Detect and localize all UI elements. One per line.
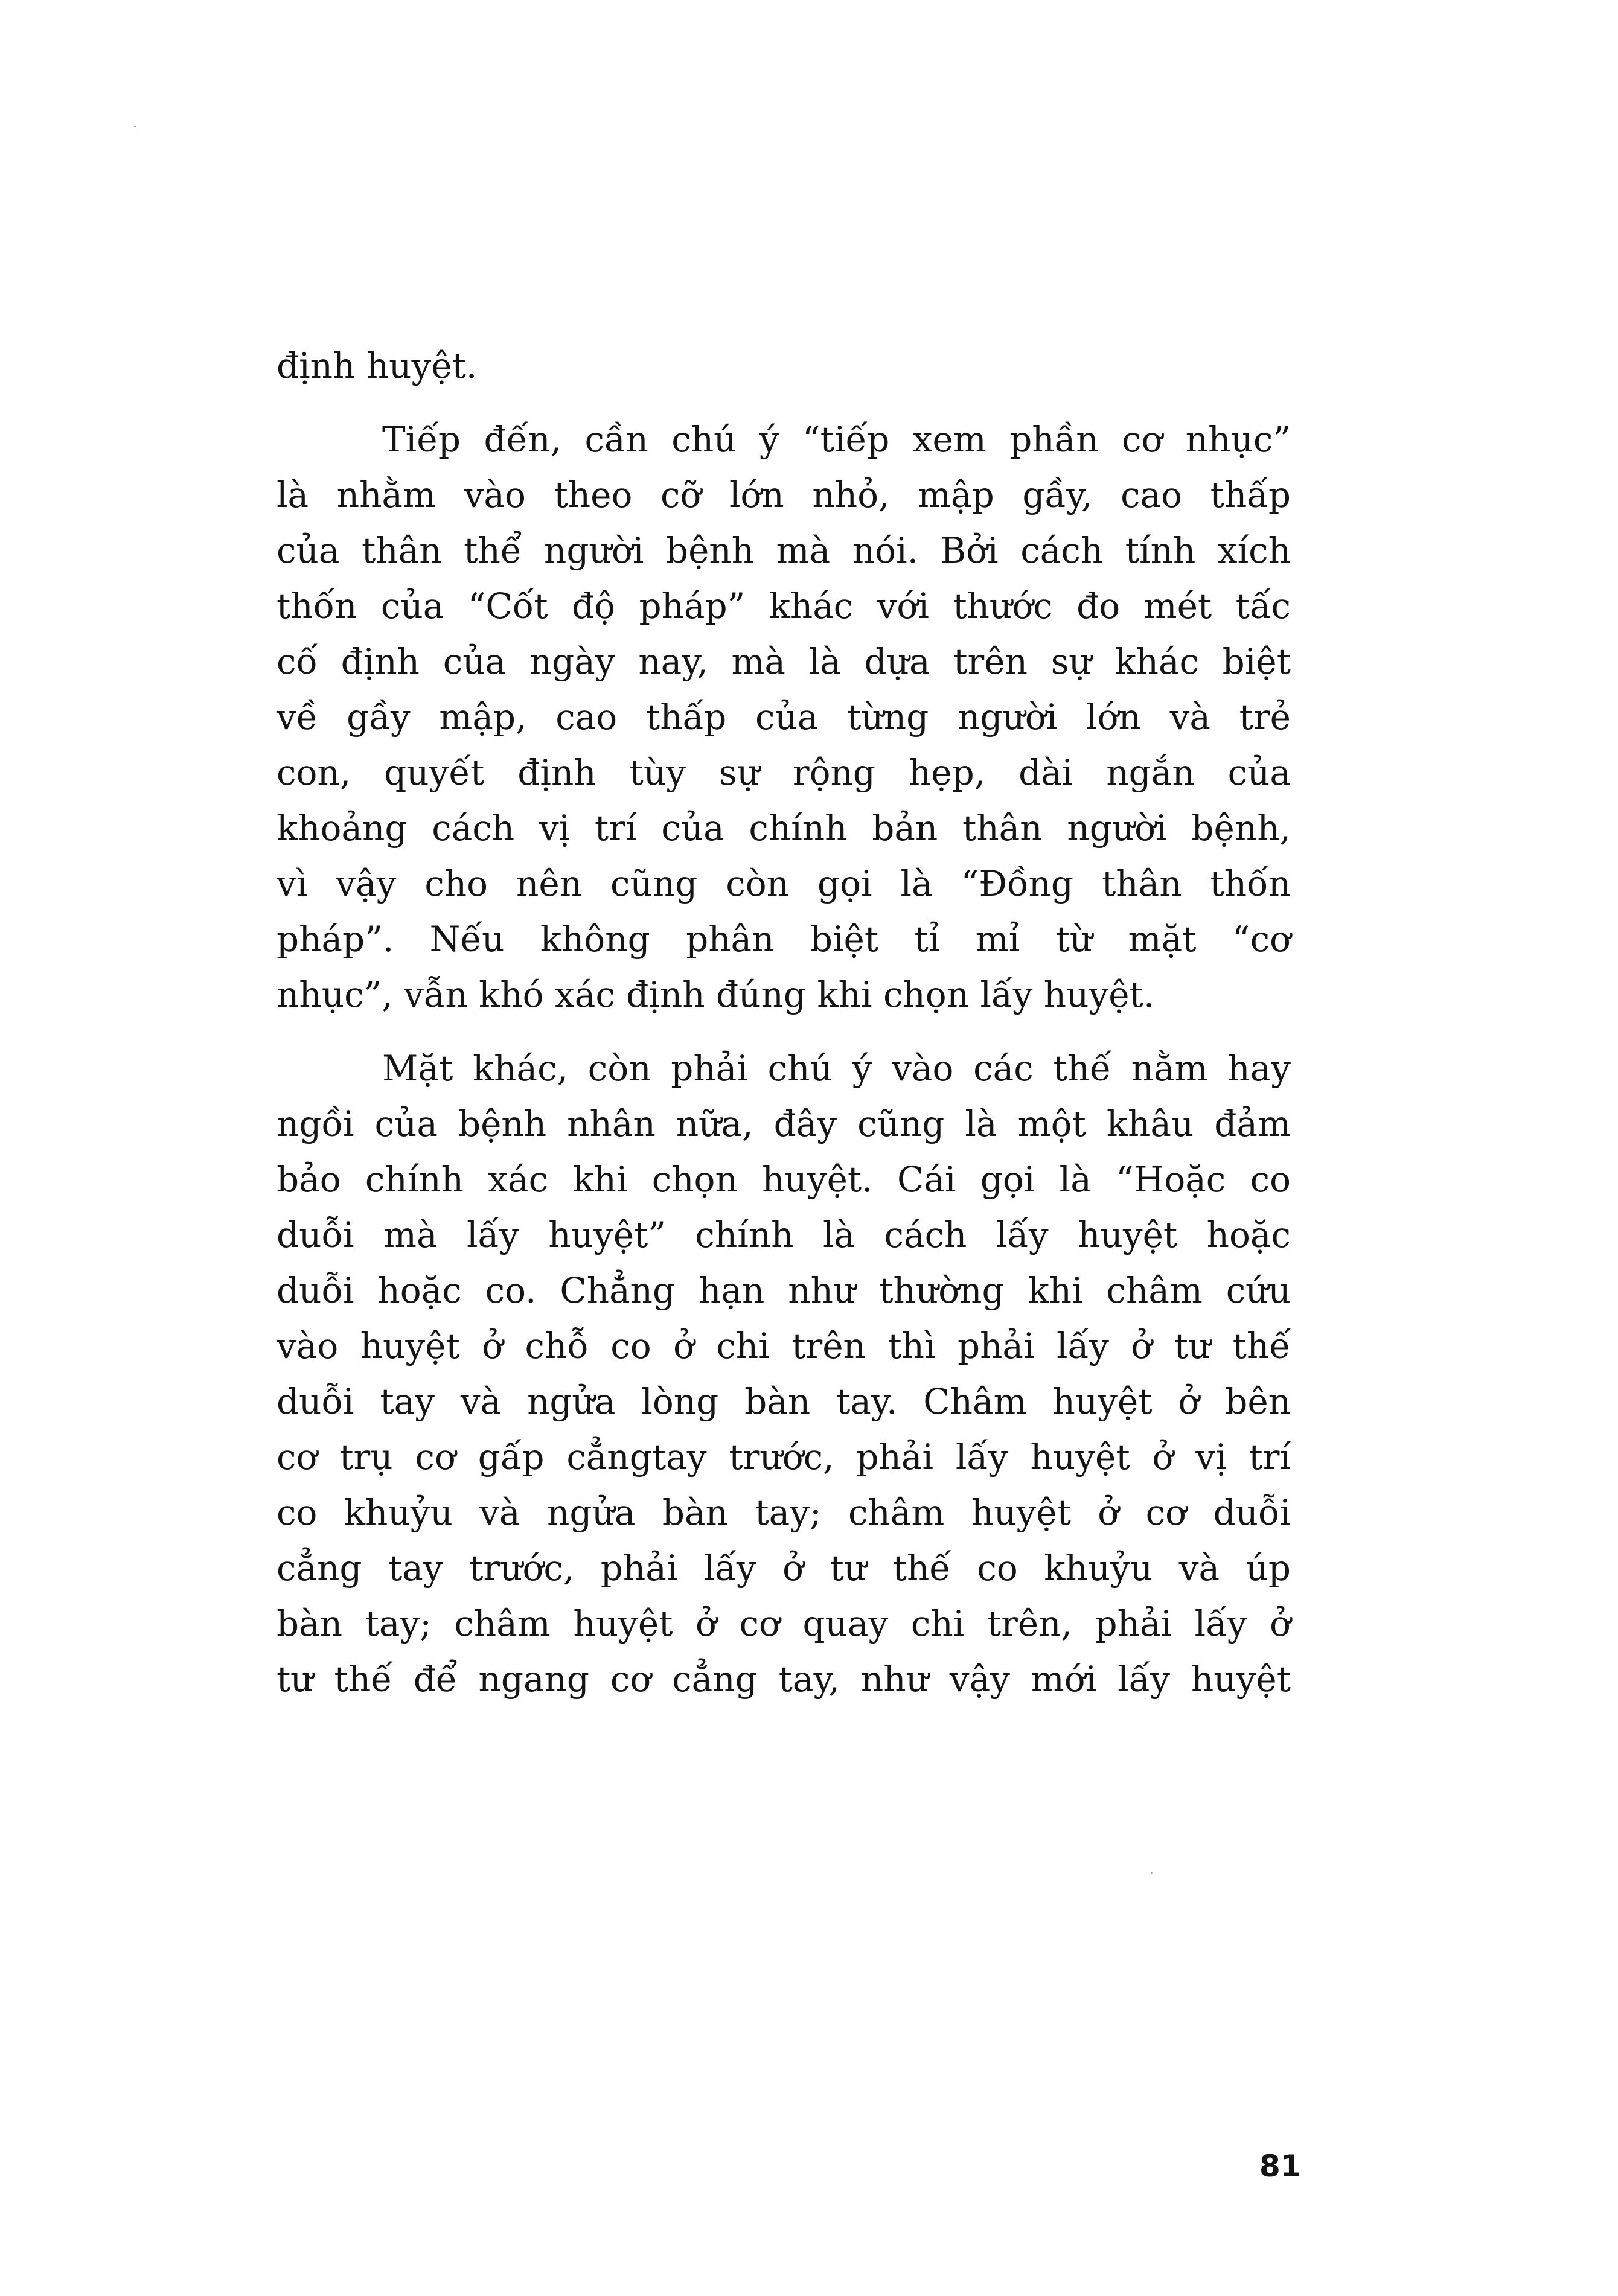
text-line: duỗi hoặc co. Chẳng hạn như thường khi châm cứu — [277, 1270, 1291, 1311]
text-line: con, quyết định tùy sự rộng hẹp, dài ngắn của — [277, 752, 1291, 793]
text-line: của thân thể người bệnh mà nói. Bởi cách tính xích — [277, 530, 1291, 571]
text-line: duỗi mà lấy huyệt” chính là cách lấy huyệt hoặc — [277, 1214, 1291, 1255]
text-line: thốn của “Cốt độ pháp” khác với thước đo mét tấc — [277, 585, 1291, 627]
paragraph-2 — [277, 1041, 1291, 1707]
text-line: ngồi của bệnh nhân nữa, đây cũng là một khâu đảm — [277, 1103, 1291, 1144]
text-line: cẳng tay trước, phải lấy ở tư thế co khuỷu và úp — [277, 1548, 1291, 1589]
page-number: 81 — [1259, 2149, 1302, 2184]
paragraph-1 — [277, 412, 1291, 1022]
text-line: bảo chính xác khi chọn huyệt. Cái gọi là “Hoặc co — [277, 1159, 1291, 1200]
text-line: là nhằm vào theo cỡ lớn nhỏ, mập gầy, cao thấp — [277, 474, 1291, 515]
text-line: duỗi tay và ngửa lòng bàn tay. Châm huyệt ở bên — [277, 1381, 1291, 1422]
body-text — [277, 338, 1291, 1707]
text-line: tư thế để ngang cơ cẳng tay, như vậy mới lấy huyệt — [277, 1659, 1291, 1700]
scan-speck — [134, 126, 136, 127]
text-line: vì vậy cho nên cũng còn gọi là “Đồng thân thốn — [277, 863, 1291, 904]
text-line: nhục”, vẫn khó xác định đúng khi chọn lấy huyệt. — [277, 974, 1155, 1015]
text-line: khoảng cách vị trí của chính bản thân người bệnh, — [277, 808, 1291, 849]
text-line: co khuỷu và ngửa bàn tay; châm huyệt ở cơ duỗi — [277, 1492, 1291, 1533]
text-line: Mặt khác, còn phải chú ý vào các thế nằm hay — [382, 1048, 1291, 1089]
text-line: vào huyệt ở chỗ co ở chi trên thì phải lấy ở tư thế — [277, 1325, 1291, 1366]
text-line: cố định của ngày nay, mà là dựa trên sự khác biệt — [277, 641, 1291, 682]
text-line: pháp”. Nếu không phân biệt tỉ mỉ từ mặt “cơ — [277, 919, 1291, 960]
continuation-line: định huyệt. — [277, 345, 478, 386]
text-line: bàn tay; châm huyệt ở cơ quay chi trên, phải lấy ở — [277, 1603, 1291, 1644]
text-line: Tiếp đến, cần chú ý “tiếp xem phần cơ nhục” — [382, 419, 1291, 460]
text-line: về gầy mập, cao thấp của từng người lớn và trẻ — [277, 697, 1291, 738]
scan-speck — [1151, 1872, 1153, 1874]
text-line: cơ trụ cơ gấp cẳngtay trước, phải lấy huyệt ở vị trí — [277, 1437, 1291, 1478]
